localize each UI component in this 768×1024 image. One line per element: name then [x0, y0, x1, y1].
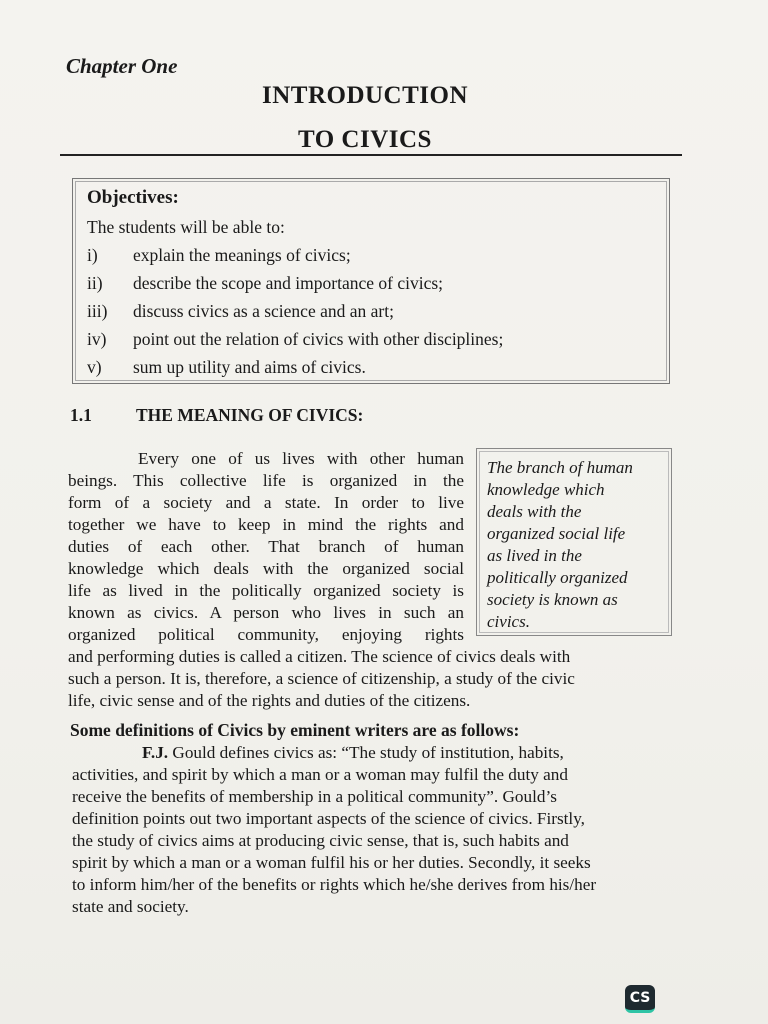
paragraph-line: Every one of us lives with other human [138, 449, 464, 468]
callout-line: knowledge which [487, 480, 605, 499]
objective-number: i) [87, 245, 98, 265]
title-divider [60, 154, 682, 156]
objective-text: discuss civics as a science and an art; [133, 301, 394, 321]
callout-line: The branch of human [487, 458, 633, 477]
callout-line: politically organized [487, 568, 628, 587]
objectives-heading: Objectives: [87, 187, 179, 208]
chapter-label: Chapter One [66, 54, 178, 78]
paragraph-meaning [68, 448, 464, 646]
callout-line: as lived in the [487, 546, 582, 565]
section-heading [70, 405, 363, 426]
author-name: F.J. [142, 743, 169, 762]
section-number: 1.1 [70, 405, 92, 425]
paragraph-line: such a person. It is, therefore, a science of citizenship, a study of the civic [68, 669, 575, 688]
paragraph-line: known as civics. A person who lives in such an [68, 603, 464, 622]
objective-text: point out the relation of civics with other disciplines; [133, 329, 504, 349]
gould-line: activities, and spirit by which a man or a woman may fulfil the duty and [72, 765, 568, 784]
callout-line: society is known as [487, 590, 618, 609]
gould-line: the study of civics aims at producing civic sense, that is, such habits and [72, 831, 569, 850]
objective-item [87, 301, 394, 322]
paragraph-line: organized political community, enjoying rights [68, 625, 464, 644]
gould-line: to inform him/her of the benefits or rights which he/she derives from his/her [72, 875, 597, 894]
paragraph-line: beings. This collective life is organized in the [68, 471, 464, 490]
objective-number: iii) [87, 301, 108, 321]
definitions-heading: Some definitions of Civics by eminent writers are as follows: [70, 720, 520, 740]
gould-line: definition points out two important aspects of the science of civics. Firstly, [72, 809, 585, 828]
gould-line: receive the benefits of membership in a political community”. Gould’s [72, 787, 557, 806]
paragraph-line: duties of each other. That branch of human [68, 537, 464, 556]
objective-item [87, 357, 366, 378]
objective-item [87, 329, 503, 350]
paragraph-line: together we have to keep in mind the rights and [68, 515, 464, 534]
title-line-1: INTRODUCTION [261, 82, 469, 109]
section-title: THE MEANING OF CIVICS: [136, 405, 364, 425]
objective-number: iv) [87, 329, 107, 349]
paragraph-line: life, civic sense and of the rights and duties of the citizens. [68, 691, 471, 710]
objective-item [87, 245, 351, 266]
objective-text: explain the meanings of civics; [133, 245, 351, 265]
camscanner-logo-icon: CS [625, 985, 655, 1013]
objectives-intro: The students will be able to: [87, 217, 285, 237]
objectives-box [72, 178, 670, 384]
gould-line: state and society. [72, 897, 189, 916]
callout-line: civics. [487, 612, 530, 631]
paragraph-line: knowledge which deals with the organized social [68, 559, 464, 578]
title-line-2: TO CIVICS [298, 126, 432, 153]
objective-number: v) [87, 357, 102, 377]
gould-first-line: Gould defines civics as: “The study of institution, habits, [168, 743, 564, 762]
gould-line: spirit by which a man or a woman fulfil his or her duties. Secondly, it seeks [72, 853, 591, 872]
callout-line: organized social life [487, 524, 626, 543]
definition-callout-box [476, 448, 672, 636]
callout-line: deals with the [487, 502, 582, 521]
paragraph-line: life as lived in the politically organized society is [68, 581, 464, 600]
objective-number: ii) [87, 273, 103, 293]
objective-text: describe the scope and importance of civics; [133, 273, 444, 293]
paragraph-line: form of a society and a state. In order to live [68, 493, 464, 512]
objective-text: sum up utility and aims of civics. [133, 357, 366, 377]
gould-line [72, 742, 674, 764]
objective-item [87, 273, 443, 294]
paragraph-line: and performing duties is called a citizen. The science of civics deals with [68, 647, 571, 666]
